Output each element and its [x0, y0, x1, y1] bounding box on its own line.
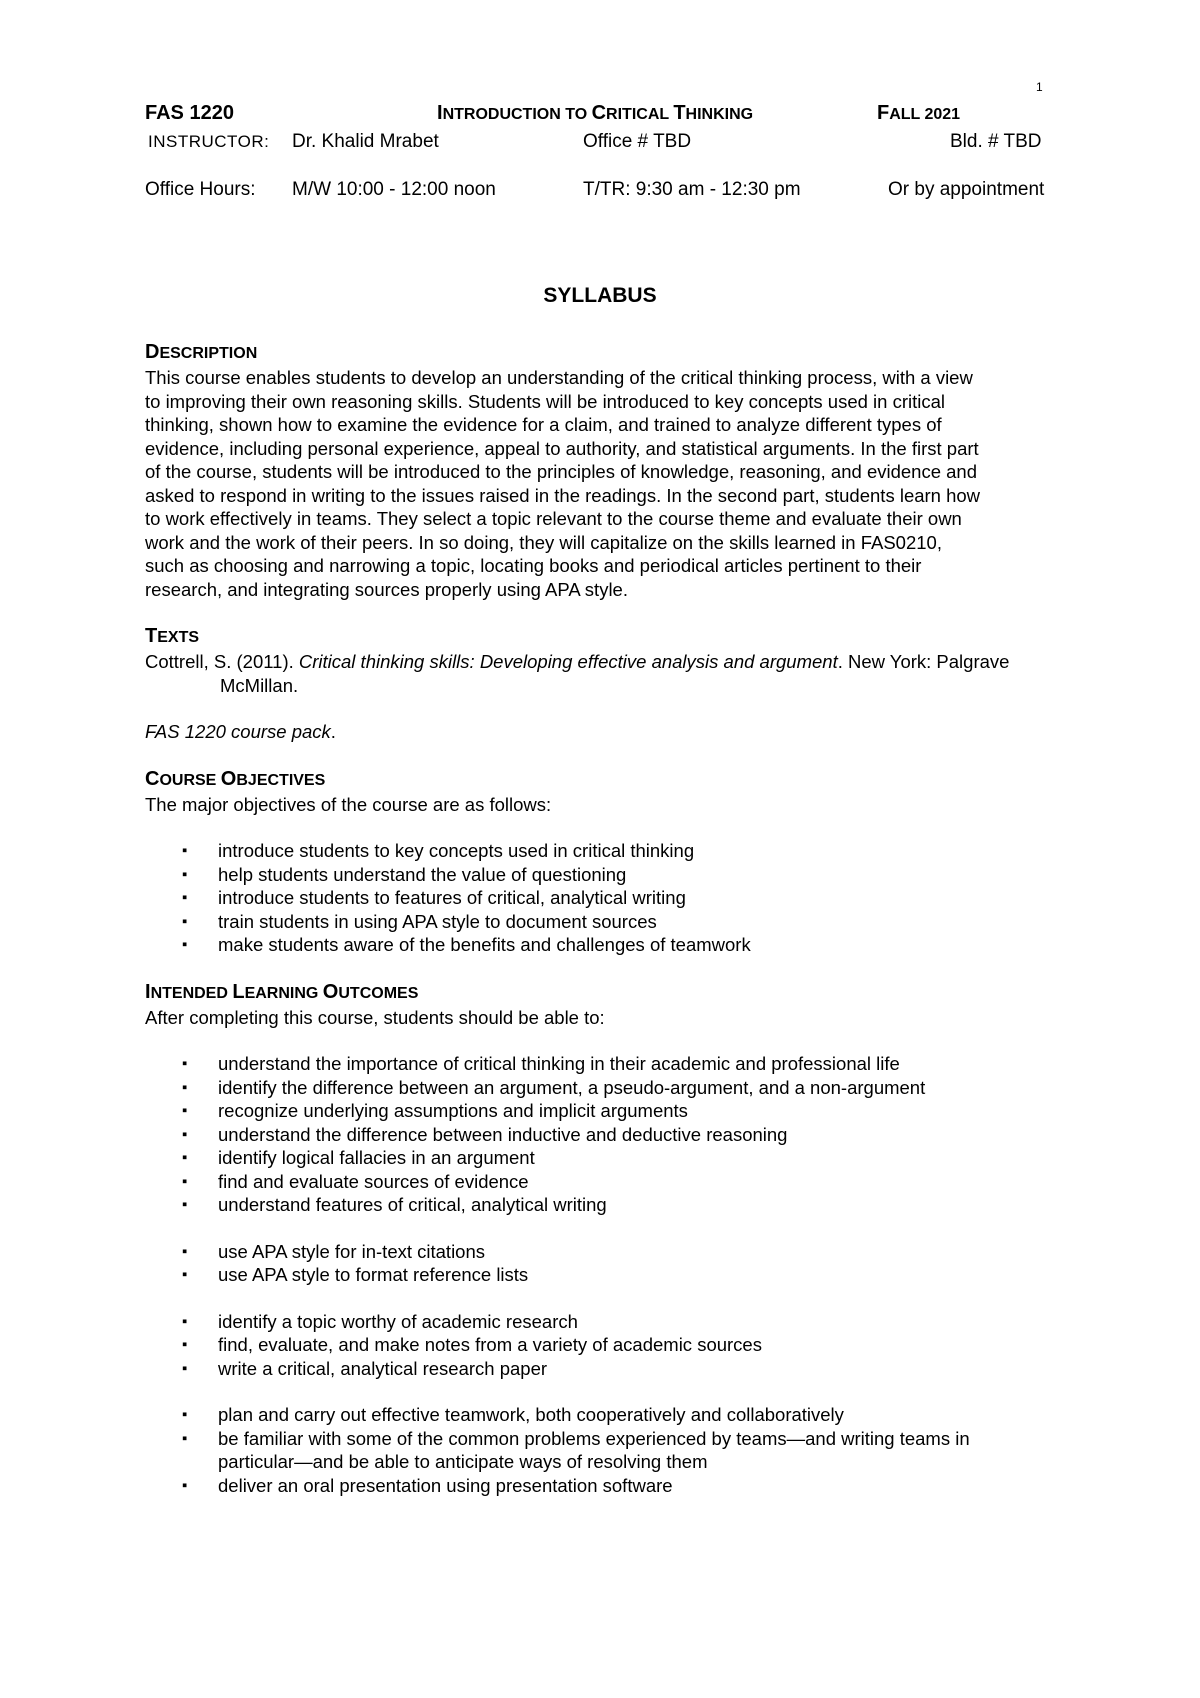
list-item: ▪ make students aware of the benefits and challenges of teamwork — [145, 933, 1065, 957]
description-line: asked to respond in writing to the issues raised in the readings. In the second part, students learn how — [145, 484, 981, 506]
list-item: ▪ understand the difference between inductive and deductive reasoning — [145, 1123, 1065, 1147]
list-item: ▪ introduce students to features of critical, analytical writing — [145, 886, 1065, 910]
description-text — [145, 366, 1065, 601]
list-item: ▪ help students understand the value of questioning — [145, 863, 1065, 887]
list-item: ▪ write a critical, analytical research paper — [145, 1357, 1065, 1381]
list-item: ▪ introduce students to key concepts used in critical thinking — [145, 839, 1065, 863]
list-item: ▪ find, evaluate, and make notes from a variety of academic sources — [145, 1333, 1065, 1357]
course-pack: FAS 1220 course pack. — [145, 721, 336, 742]
office-hours-label: Office Hours: — [145, 179, 256, 200]
list-item: ▪ use APA style for in-text citations — [145, 1240, 1065, 1264]
list-item: ▪ understand features of critical, analytical writing — [145, 1193, 1065, 1217]
list-item: ▪ be familiar with some of the common problems experienced by teams—and writing teams in particular—and be able to anticipate ways of resolving them — [145, 1427, 990, 1474]
description-line: of the course, students will be introduced to the principles of knowledge, reasoning, and evidence and — [145, 461, 978, 482]
list-item: ▪ find and evaluate sources of evidence — [145, 1170, 1065, 1194]
outcomes-heading: INTENDED LEARNING OUTCOMES — [145, 980, 419, 1003]
office-hours-other: Or by appointment — [888, 179, 1045, 200]
description-heading: DESCRIPTION — [145, 341, 258, 363]
description-line: to work effectively in teams. They select a topic relevant to the course theme and evaluate their own — [145, 508, 962, 529]
list-item: ▪ train students in using APA style to document sources — [145, 910, 1065, 934]
office-number: Office # TBD — [583, 131, 692, 152]
building-number: Bld. # TBD — [950, 131, 1042, 152]
list-item: ▪ identify the difference between an argument, a pseudo-argument, and a non-argument — [145, 1076, 1065, 1100]
description-line: to improving their own reasoning skills. Students will be introduced to key concepts used in critical — [145, 390, 946, 412]
list-item: ▪ identify a topic worthy of academic research — [145, 1310, 1065, 1334]
texts-heading: TEXTS — [145, 625, 200, 647]
description-line: thinking, shown how to examine the evidence for a claim, and trained to analyze different types of — [145, 414, 942, 435]
office-hours-mw: M/W 10:00 - 12:00 noon — [292, 179, 496, 200]
list-item: ▪ deliver an oral presentation using presentation software — [145, 1474, 1065, 1498]
page-number: 1 — [1036, 80, 1043, 94]
term: FALL 2021 — [877, 102, 961, 124]
course-code: FAS 1220 — [145, 102, 234, 124]
office-hours-ttr: T/TR: 9:30 am - 12:30 pm — [583, 179, 801, 200]
description-line: work and the work of their peers. In so doing, they will capitalize on the skills learned in FAS0210, — [145, 531, 942, 553]
instructor-name: Dr. Khalid Mrabet — [292, 131, 439, 152]
instructor-label: INSTRUCTOR: — [148, 132, 270, 151]
syllabus-body — [145, 340, 1065, 1497]
list-item: ▪ plan and carry out effective teamwork, both cooperatively and collaboratively — [145, 1403, 1065, 1427]
description-line: research, and integrating sources properly using APA style. — [145, 578, 628, 600]
description-line: evidence, including personal experience, appeal to authority, and statistical arguments. In the first part — [145, 437, 979, 459]
objectives-intro: The major objectives of the course are as follows: — [145, 793, 552, 815]
outcomes-list — [145, 1310, 1065, 1381]
objectives-list — [145, 839, 1065, 957]
outcomes-list — [145, 1403, 1065, 1497]
course-title: INTRODUCTION TO CRITICAL THINKING — [437, 102, 754, 124]
list-item: ▪ recognize underlying assumptions and implicit arguments — [145, 1099, 1065, 1123]
description-line: This course enables students to develop an understanding of the critical thinking process, with a view — [145, 367, 973, 388]
syllabus-title: SYLLABUS — [543, 284, 657, 307]
outcomes-list — [145, 1052, 1065, 1217]
list-item: ▪ identify logical fallacies in an argument — [145, 1146, 1065, 1170]
outcomes-intro: After completing this course, students should be able to: — [145, 1006, 605, 1028]
outcomes-list — [145, 1240, 1065, 1287]
list-item: ▪ use APA style to format reference lists — [145, 1263, 1065, 1287]
objectives-heading: COURSE OBJECTIVES — [145, 767, 326, 790]
list-item: ▪ understand the importance of critical thinking in their academic and professional life — [145, 1052, 1065, 1076]
textbook-reference: Cottrell, S. (2011). Critical thinking skills: Developing effective analysis and argument. New York: Palgrave McMillan. — [145, 651, 1010, 696]
description-line: such as choosing and narrowing a topic, locating books and periodical articles pertinent to their — [145, 555, 922, 576]
